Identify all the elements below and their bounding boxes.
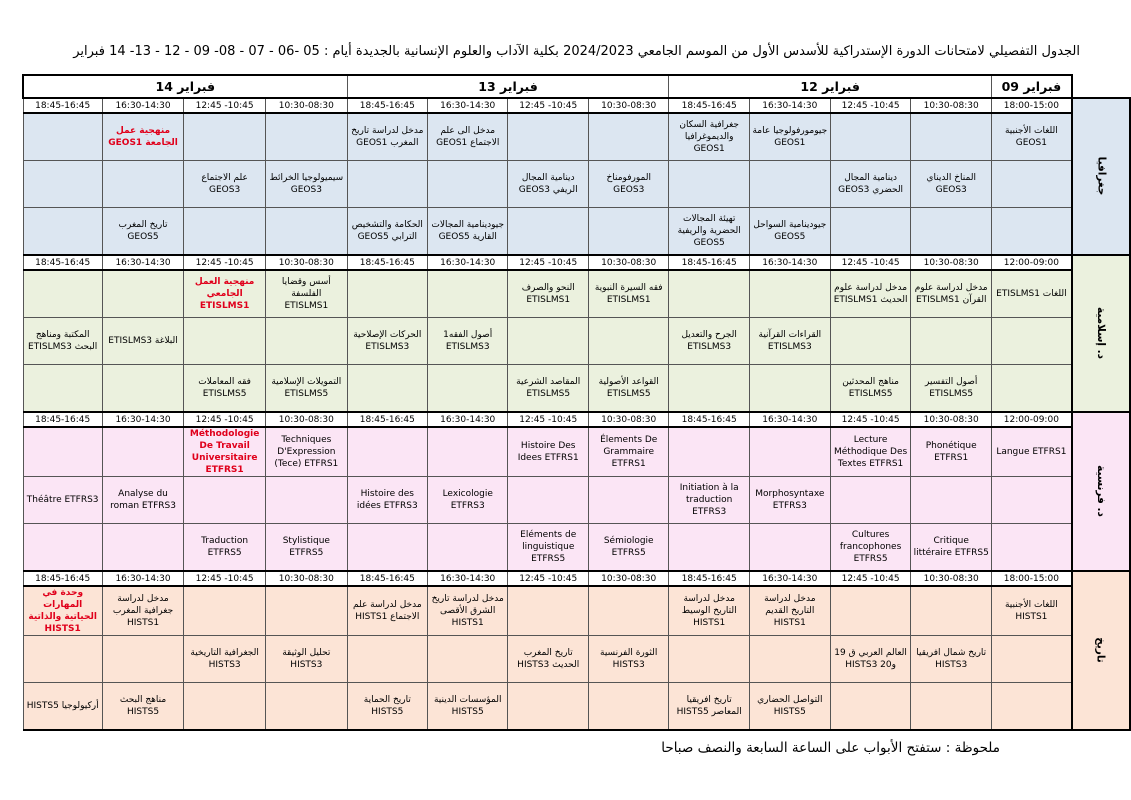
- exam-cell: [911, 113, 991, 161]
- exam-cell: مدخل لدراسة علوم الحديث ETISLMS1: [830, 270, 911, 318]
- time-slot: 12:45 -10:45: [184, 255, 266, 270]
- time-slot: 18:45-16:45: [669, 98, 749, 113]
- exam-cell: جيودينامية السواحل GEOS5: [749, 208, 830, 256]
- exam-row: [23, 683, 1130, 731]
- time-slot: 10:30-08:30: [911, 571, 991, 586]
- exam-cell: جيومورفولوجيا عامة GEOS1: [749, 113, 830, 161]
- exam-cell: [23, 636, 102, 683]
- exam-cell: تاريخ المغرب GEOS5: [102, 208, 183, 256]
- exam-row: [23, 477, 1130, 524]
- exam-cell: الجغرافية التاريخية HISTS3: [184, 636, 266, 683]
- exam-cell: [749, 636, 830, 683]
- time-slot-row: [23, 255, 1130, 270]
- exam-cell: Stylistique ETFRS5: [266, 524, 348, 572]
- time-slot: 18:45-16:45: [347, 98, 427, 113]
- exam-cell: القواعد الأصولية ETISLMS5: [588, 365, 668, 413]
- time-slot: 18:45-16:45: [669, 255, 749, 270]
- exam-cell: [991, 477, 1071, 524]
- exam-cell: [588, 477, 668, 524]
- time-slot-row: [23, 412, 1130, 427]
- exam-cell: جغرافية السكان والديموغرافيا GEOS1: [669, 113, 749, 161]
- header-blank: [1072, 75, 1130, 98]
- exam-cell: [508, 318, 589, 365]
- time-slot: 18:00-15:00: [991, 571, 1071, 586]
- exam-cell: [749, 161, 830, 208]
- exam-cell: [23, 113, 102, 161]
- exam-cell: [102, 161, 183, 208]
- exam-cell: Traduction ETFRS5: [184, 524, 266, 572]
- time-slot: 12:45 -10:45: [184, 412, 266, 427]
- exam-cell: أصول التفسير ETISLMS5: [911, 365, 991, 413]
- exam-cell: [911, 586, 991, 636]
- time-slot-row: [23, 98, 1130, 113]
- time-slot: 10:30-08:30: [266, 571, 348, 586]
- exam-cell: [749, 365, 830, 413]
- exam-cell: [102, 427, 183, 477]
- exam-cell: أسس وقضايا الفلسفة ETISLMS1: [266, 270, 348, 318]
- exam-cell: Phonétique ETFRS1: [911, 427, 991, 477]
- exam-cell: [830, 208, 911, 256]
- exam-cell: العالم العربي ق 19 و20 HISTS3: [830, 636, 911, 683]
- time-slot: 16:30-14:30: [749, 98, 830, 113]
- exam-cell: مدخل لدراسة علم الاجتماع HISTS1: [347, 586, 427, 636]
- time-slot: 12:45 -10:45: [508, 571, 589, 586]
- exam-cell: [266, 683, 348, 731]
- time-slot: 12:45 -10:45: [508, 255, 589, 270]
- exam-cell: [427, 365, 507, 413]
- exam-cell: اللغات الأجنبية GEOS1: [991, 113, 1071, 161]
- exam-cell: [23, 161, 102, 208]
- exam-cell: فقه المعاملات ETISLMS5: [184, 365, 266, 413]
- exam-cell: [830, 113, 911, 161]
- exam-cell: منهجية العمل الجامعي ETISLMS1: [184, 270, 266, 318]
- exam-cell: [508, 586, 589, 636]
- exam-cell: مدخل لدراسة التاريخ الوسيط HISTS1: [669, 586, 749, 636]
- time-slot: 10:30-08:30: [266, 98, 348, 113]
- department-label: [1072, 412, 1130, 571]
- exam-cell: [991, 524, 1071, 572]
- time-slot: 16:30-14:30: [749, 412, 830, 427]
- exam-cell: [911, 208, 991, 256]
- time-slot: 16:30-14:30: [102, 571, 183, 586]
- exam-cell: Élements De Grammaire ETFRS1: [588, 427, 668, 477]
- exam-cell: مدخل لدراسة التاريخ القديم HISTS1: [749, 586, 830, 636]
- time-slot: 12:45 -10:45: [830, 98, 911, 113]
- exam-cell: [427, 161, 507, 208]
- exam-cell: تاريخ شمال افريقيا HISTS3: [911, 636, 991, 683]
- exam-cell: [911, 683, 991, 731]
- exam-row: [23, 586, 1130, 636]
- exam-cell: Histoire des idées ETFRS3: [347, 477, 427, 524]
- exam-cell: أصول الفقه1 ETISLMS3: [427, 318, 507, 365]
- exam-cell: سيميولوجيا الخرائط GEOS3: [266, 161, 348, 208]
- exam-cell: [184, 683, 266, 731]
- exam-cell: [669, 365, 749, 413]
- exam-cell: [184, 113, 266, 161]
- time-slot: 16:30-14:30: [749, 571, 830, 586]
- exam-cell: [23, 524, 102, 572]
- exam-cell: [991, 318, 1071, 365]
- exam-cell: [23, 427, 102, 477]
- time-slot: 10:30-08:30: [911, 412, 991, 427]
- exam-cell: المقاصد الشرعية ETISLMS5: [508, 365, 589, 413]
- time-slot: 12:45 -10:45: [508, 98, 589, 113]
- time-slot: 16:30-14:30: [427, 571, 507, 586]
- department-label: [1072, 255, 1130, 412]
- exam-cell: [669, 636, 749, 683]
- exam-cell: [102, 636, 183, 683]
- exam-row: [23, 524, 1130, 572]
- exam-row: [23, 113, 1130, 161]
- exam-cell: Méthodologie De Travail Universitaire ETFRS1: [184, 427, 266, 477]
- department-name: تاريخ: [1094, 637, 1107, 663]
- exam-cell: [23, 365, 102, 413]
- exam-cell: التواصل الحضاري HISTS5: [749, 683, 830, 731]
- time-slot: 16:30-14:30: [102, 255, 183, 270]
- exam-row: [23, 318, 1130, 365]
- exam-cell: [427, 636, 507, 683]
- exam-cell: [749, 270, 830, 318]
- exam-cell: [102, 524, 183, 572]
- exam-cell: علم الاجتماع GEOS3: [184, 161, 266, 208]
- exam-cell: [991, 365, 1071, 413]
- exam-cell: [266, 113, 348, 161]
- exam-cell: [347, 427, 427, 477]
- time-slot: 18:45-16:45: [23, 571, 102, 586]
- exam-cell: المورفومناخ GEOS3: [588, 161, 668, 208]
- exam-cell: مناهج المحدثين ETISLMS5: [830, 365, 911, 413]
- exam-row: [23, 427, 1130, 477]
- exam-cell: التمويلات الإسلامية ETISLMS5: [266, 365, 348, 413]
- exam-cell: تاريخ افريقيا المعاصر HISTS5: [669, 683, 749, 731]
- time-slot: 18:45-16:45: [347, 571, 427, 586]
- time-slot: 10:30-08:30: [911, 98, 991, 113]
- exam-cell: وحدة في المهارات الحياتية والذاتية HISTS1: [23, 586, 102, 636]
- exam-cell: [749, 524, 830, 572]
- department-name: د. فرنسية: [1094, 465, 1107, 517]
- exam-cell: [347, 524, 427, 572]
- exam-cell: [347, 270, 427, 318]
- exam-cell: [184, 318, 266, 365]
- time-slot: 16:30-14:30: [427, 98, 507, 113]
- exam-cell: تحليل الوثيقة HISTS3: [266, 636, 348, 683]
- exam-cell: Lecture Méthodique Des Textes ETFRS1: [830, 427, 911, 477]
- exam-cell: مدخل لدراسة تاريخ المغرب GEOS1: [347, 113, 427, 161]
- exam-cell: [266, 477, 348, 524]
- exam-cell: اللغات الأجنبية HISTS1: [991, 586, 1071, 636]
- exam-cell: [991, 208, 1071, 256]
- exam-cell: Cultures francophones ETFRS5: [830, 524, 911, 572]
- day-header: 13 فبراير: [347, 75, 669, 98]
- exam-cell: [508, 477, 589, 524]
- time-slot: 12:45 -10:45: [830, 255, 911, 270]
- exam-cell: Critique littéraire ETFRS5: [911, 524, 991, 572]
- exam-cell: اللغات ETISLMS1: [991, 270, 1071, 318]
- department-label: [1072, 98, 1130, 255]
- exam-schedule-table: [22, 74, 1131, 731]
- time-slot: 16:30-14:30: [102, 98, 183, 113]
- exam-cell: [911, 318, 991, 365]
- exam-cell: [427, 427, 507, 477]
- exam-cell: [588, 318, 668, 365]
- exam-cell: [669, 270, 749, 318]
- day-header: 14 فبراير: [23, 75, 347, 98]
- exam-cell: Théâtre ETFRS3: [23, 477, 102, 524]
- exam-cell: Langue ETFRS1: [991, 427, 1071, 477]
- time-slot: 16:30-14:30: [749, 255, 830, 270]
- time-slot: 12:00-09:00: [991, 255, 1071, 270]
- exam-cell: Eléments de linguistique ETFRS5: [508, 524, 589, 572]
- exam-cell: [508, 208, 589, 256]
- exam-row: [23, 161, 1130, 208]
- exam-cell: Initiation à la traduction ETFRS3: [669, 477, 749, 524]
- department-name: جغرافيا: [1094, 156, 1107, 196]
- exam-row: [23, 270, 1130, 318]
- exam-cell: مدخل لدراسة علوم القرآن ETISLMS1: [911, 270, 991, 318]
- time-slot: 10:30-08:30: [266, 412, 348, 427]
- exam-cell: [184, 208, 266, 256]
- time-slot: 10:30-08:30: [588, 255, 668, 270]
- exam-cell: [669, 524, 749, 572]
- time-slot: 18:45-16:45: [347, 255, 427, 270]
- exam-cell: Morphosyntaxe ETFRS3: [749, 477, 830, 524]
- exam-cell: الثورة الفرنسية HISTS3: [588, 636, 668, 683]
- exam-cell: Histoire Des Idees ETFRS1: [508, 427, 589, 477]
- exam-cell: [427, 524, 507, 572]
- exam-row: [23, 636, 1130, 683]
- exam-cell: [588, 586, 668, 636]
- exam-cell: [991, 683, 1071, 731]
- exam-cell: [266, 318, 348, 365]
- exam-cell: [588, 208, 668, 256]
- exam-cell: تاريخ الحماية HISTS5: [347, 683, 427, 731]
- day-header-row: [23, 75, 1130, 98]
- time-slot: 18:45-16:45: [23, 412, 102, 427]
- exam-cell: [669, 427, 749, 477]
- exam-cell: Techniques D'Expression (Tece) ETFRS1: [266, 427, 348, 477]
- exam-cell: مدخل لدراسة تاريخ الشرق الأقصى HISTS1: [427, 586, 507, 636]
- time-slot: 18:45-16:45: [669, 412, 749, 427]
- exam-cell: Lexicologie ETFRS3: [427, 477, 507, 524]
- exam-cell: جيودينامية المجالات القارية GEOS5: [427, 208, 507, 256]
- exam-cell: تهيئة المجالات الحضرية والريفية GEOS5: [669, 208, 749, 256]
- exam-cell: [669, 161, 749, 208]
- exam-cell: منهجية عمل الجامعة GEOS1: [102, 113, 183, 161]
- exam-cell: مناهج البحث HISTS5: [102, 683, 183, 731]
- department-label: [1072, 571, 1130, 730]
- exam-cell: مدخل لدراسة جغرافية المغرب HISTS1: [102, 586, 183, 636]
- exam-cell: [102, 365, 183, 413]
- time-slot: 12:45 -10:45: [508, 412, 589, 427]
- time-slot: 10:30-08:30: [588, 571, 668, 586]
- exam-cell: دينامية المجال الريفي GEOS3: [508, 161, 589, 208]
- exam-cell: [347, 365, 427, 413]
- exam-cell: البلاغة ETISLMS3: [102, 318, 183, 365]
- exam-cell: الحكامة والتشخيص الترابي GEOS5: [347, 208, 427, 256]
- exam-cell: [830, 318, 911, 365]
- exam-cell: [23, 270, 102, 318]
- exam-cell: النحو والصرف ETISLMS1: [508, 270, 589, 318]
- time-slot: 10:30-08:30: [911, 255, 991, 270]
- time-slot: 12:00-09:00: [991, 412, 1071, 427]
- time-slot: 18:00-15:00: [991, 98, 1071, 113]
- exam-cell: الحركات الإصلاحية ETISLMS3: [347, 318, 427, 365]
- exam-row: [23, 208, 1130, 256]
- time-slot: 18:45-16:45: [23, 98, 102, 113]
- exam-cell: القراءات القرآنية ETISLMS3: [749, 318, 830, 365]
- time-slot: 12:45 -10:45: [184, 571, 266, 586]
- exam-cell: [184, 586, 266, 636]
- footer-note: ملحوظة : ستفتح الأبواب على الساعة السابعة والنصف صباحا: [661, 740, 1000, 756]
- exam-cell: المكتبة ومناهج البحث ETISLMS3: [23, 318, 102, 365]
- exam-cell: تاريخ المغرب الحديث HISTS3: [508, 636, 589, 683]
- exam-cell: [588, 113, 668, 161]
- day-header: 12 فبراير: [669, 75, 991, 98]
- exam-cell: فقه السيرة النبوية ETISLMS1: [588, 270, 668, 318]
- exam-cell: Sémiologie ETFRS5: [588, 524, 668, 572]
- exam-cell: المناخ الديناي GEOS3: [911, 161, 991, 208]
- time-slot: 10:30-08:30: [588, 412, 668, 427]
- exam-cell: [347, 636, 427, 683]
- day-header: 09 فبراير: [991, 75, 1071, 98]
- time-slot: 12:45 -10:45: [184, 98, 266, 113]
- exam-cell: Analyse du roman ETFRS3: [102, 477, 183, 524]
- exam-cell: أركيولوجيا HISTS5: [23, 683, 102, 731]
- time-slot: 12:45 -10:45: [830, 571, 911, 586]
- department-name: د. إسلامية: [1094, 306, 1107, 360]
- exam-row: [23, 365, 1130, 413]
- exam-cell: [911, 477, 991, 524]
- exam-cell: [749, 427, 830, 477]
- exam-cell: [991, 161, 1071, 208]
- exam-cell: [266, 208, 348, 256]
- exam-cell: [23, 208, 102, 256]
- time-slot: 12:45 -10:45: [830, 412, 911, 427]
- exam-cell: [347, 161, 427, 208]
- time-slot: 10:30-08:30: [588, 98, 668, 113]
- exam-cell: [427, 270, 507, 318]
- exam-cell: [508, 113, 589, 161]
- exam-cell: [266, 586, 348, 636]
- time-slot-row: [23, 571, 1130, 586]
- time-slot: 18:45-16:45: [347, 412, 427, 427]
- exam-cell: [184, 477, 266, 524]
- exam-cell: [830, 683, 911, 731]
- time-slot: 18:45-16:45: [23, 255, 102, 270]
- time-slot: 16:30-14:30: [427, 412, 507, 427]
- exam-cell: [508, 683, 589, 731]
- exam-cell: [588, 683, 668, 731]
- exam-cell: دينامية المجال الحضري GEOS3: [830, 161, 911, 208]
- page-title: الجدول التفصيلي لامتحانات الدورة الإستدراكية للأسدس الأول من الموسم الجامعي 2024/2023 بكلية الآداب والعلوم الإنسانية بالجديدة أيام : 05 -06 - 07 - 08- 09 - 12 - 13- 14 فبراير: [73, 44, 1080, 59]
- time-slot: 10:30-08:30: [266, 255, 348, 270]
- exam-cell: الجرح والتعديل ETISLMS3: [669, 318, 749, 365]
- exam-cell: مدخل الى علم الاجتماع GEOS1: [427, 113, 507, 161]
- exam-cell: [102, 270, 183, 318]
- exam-cell: المؤسسات الدينية HISTS5: [427, 683, 507, 731]
- exam-cell: [991, 636, 1071, 683]
- time-slot: 16:30-14:30: [427, 255, 507, 270]
- exam-cell: [830, 477, 911, 524]
- time-slot: 16:30-14:30: [102, 412, 183, 427]
- exam-cell: [830, 586, 911, 636]
- time-slot: 18:45-16:45: [669, 571, 749, 586]
